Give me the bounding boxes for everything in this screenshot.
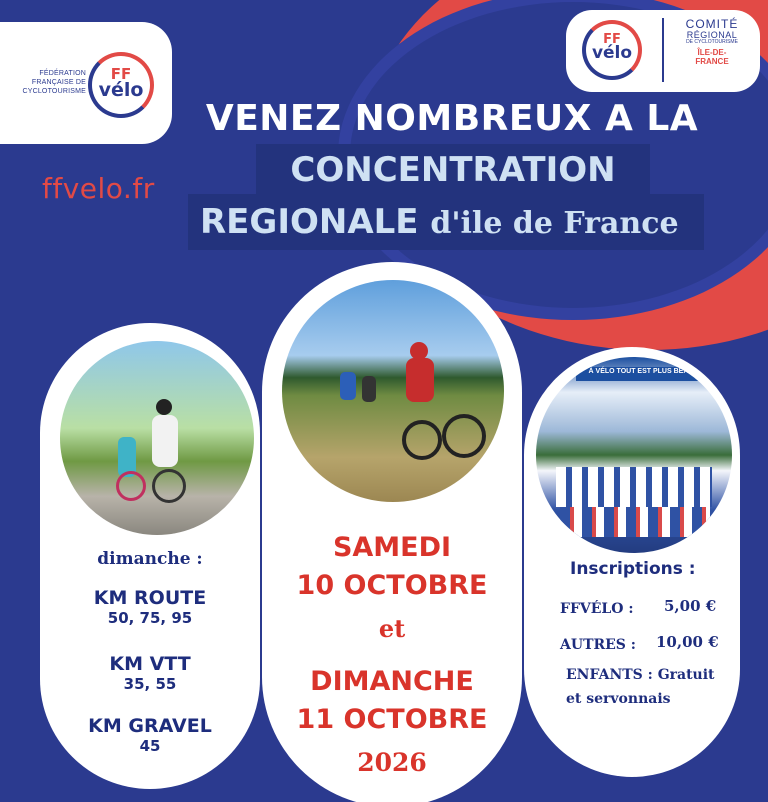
logo-divider xyxy=(662,18,664,82)
dimanche-label: DIMANCHE xyxy=(310,666,474,697)
inscriptions-title: Inscriptions : xyxy=(570,559,696,579)
left-info-pill xyxy=(40,323,260,789)
km-gravel-title: KM GRAVEL xyxy=(88,715,212,737)
comite-regional-text: COMITÉ RÉGIONAL DE CYCLOTOURISME ÎLE-DE- FRANCE xyxy=(685,17,739,66)
enfants-label: ENFANTS : Gratuit xyxy=(566,667,715,683)
website-link[interactable]: ffvelo.fr xyxy=(42,172,155,205)
ffvelo-logo-card xyxy=(0,22,172,144)
km-vtt-values: 35, 55 xyxy=(123,675,177,693)
arch-banner-text: À VÉLO TOUT EST PLUS BEAU xyxy=(588,368,694,375)
km-vtt-title: KM VTT xyxy=(109,653,191,675)
samedi-label: SAMEDI xyxy=(332,532,452,563)
right-inscriptions-pill xyxy=(524,347,740,777)
left-day-label: dimanche : xyxy=(97,549,203,569)
federation-text: FÉDÉRATION FRANÇAISE DE CYCLOTOURISME xyxy=(22,70,86,95)
headline-line2: CONCENTRATION xyxy=(256,144,650,196)
autres-price-label: AUTRES : xyxy=(560,637,636,653)
comite-regional-logo-card xyxy=(566,10,760,92)
km-route-values: 50, 75, 95 xyxy=(107,609,193,627)
family-cycling-photo xyxy=(60,341,254,535)
middle-date-pill xyxy=(262,262,522,802)
enfants-sub-label: et servonnais xyxy=(566,691,671,707)
km-gravel-values: 45 xyxy=(139,737,161,755)
headline-line3: REGIONALE d'ile de France xyxy=(188,194,704,250)
mtb-riders-photo xyxy=(282,280,504,502)
autres-price: 10,00 € xyxy=(656,633,719,651)
et-label: et xyxy=(378,614,406,643)
comite-ffvelo-logo: FF vélo xyxy=(591,32,633,63)
km-route-title: KM ROUTE xyxy=(93,587,207,609)
year-label: 2026 xyxy=(357,748,427,777)
headline-line1: VENEZ NOMBREUX A LA xyxy=(205,98,699,139)
date1-label: 10 OCTOBRE xyxy=(296,570,488,601)
ffvelo-price-label: FFVÉLO : xyxy=(560,601,634,617)
date2-label: 11 OCTOBRE xyxy=(296,704,488,735)
group-photo xyxy=(536,357,732,553)
ffvelo-price: 5,00 € xyxy=(664,597,717,615)
ffvelo-logo: FF vélo xyxy=(98,65,144,101)
